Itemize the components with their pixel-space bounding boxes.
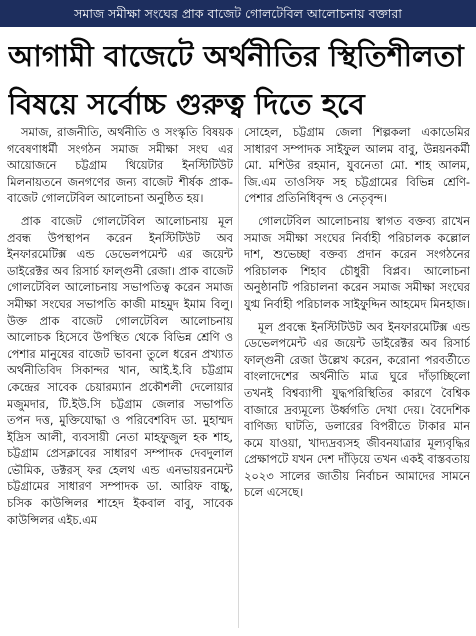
article-column-left	[7, 124, 233, 634]
paragraph: প্রাক বাজেট গোলটেবিল আলোচনায় মূল প্রবন্ধ উপস্থাপন করেন ইনস্টিটিউট অব ইনফারমেটিক্স এন্ড ডেভেলপমেন্ট এর জয়েন্ট ডাইরেক্টর অব রিসার্চ ফাল্গুনী রেজা। প্রাক বাজেট গোলটেবিল আলোচনায় সভাপতিত্ব করেন সমাজ সমীক্ষা সংঘের সভাপতি কাজী মাহমুদ ইমাম বিলু। উক্ত প্রাক বাজেট গোলটেবিল আলোচনায় আলোচক হিসেবে উপস্থিত থেকে বিভিন্ন শ্রেণি ও পেশার মানুষের বাজেট ভাবনা তুলে ধরেন প্রখ্যাত অর্থনীতিবিদ সিকান্দর খান, আই.ই.বি চট্টগ্রাম কেন্দ্রের সাবেক চেয়ারম্যান প্রকৌশলী দেলোয়ার মজুমদার, টি.ইউ.সি চট্টগ্রাম জেলার সভাপতি তপন দত্ত, মুক্তিযোদ্ধা ও পরিবেশবিদ ডা. মুহাম্মদ ইদ্রিস আলী, ব্যবসায়ী নেতা মাহফুজুল হক শাহ, চট্টগ্রাম প্রেসক্লাবের সাধারণ সম্পাদক দেবদুলাল ভৌমিক, ডক্টরস্ ফর হেলথ এন্ড এনভায়রনমেন্ট চট্টগ্রামের সাধারণ সম্পাদক ডা. আরিফ বাচ্চু, চসিক কাউন্সিলর শাহেদ ইকবাল বাবু, সাবেক কাউন্সিলর এইচ.এম	[7, 213, 233, 527]
paragraph: মূল প্রবন্ধে ইনস্টিটিউট অব ইনফারমেটিক্স এন্ড ডেভেলপমেন্ট এর জয়েন্ট ডাইরেক্টর অব রিসার্চ ফাল্গুনী রেজা উল্লেখ করেন, করোনা পরবর্তীতে বাংলাদেশের অর্থনীতি মাত্র ঘুরে দাঁড়াচ্ছিলো তখনই বিশ্বব্যাপী যুদ্ধপরিস্থিতির কারণে বৈশ্বিক বাজারে দ্রব্যমূল্যে উর্ধ্বগতি দেখা দেয়। বৈদেশিক বাণিজ্য ঘাটতি, ডলারের বিপরীতে টাকার মান কমে যাওয়া, খাদ্যদ্রব্যসহ জীবনযাত্রার মূল্যবৃদ্ধির প্রেক্ষাপটে যখন দেশ দাঁড়িয়ে তখন একই বাস্তবতায় ২০২৩ সালের জাতীয় নির্বাচন আমাদের সামনে চলে এসেছে।	[244, 319, 470, 500]
article-column-right	[244, 124, 470, 634]
kicker-banner: সমাজ সমীক্ষা সংঘের প্রাক বাজেট গোলটেবিল আলোচনায় বক্তারা	[0, 0, 476, 27]
headline-line-2: বিষয়ে সর্বোচ্চ গুরুত্ব দিতে হবে	[8, 87, 365, 121]
paragraph: সমাজ, রাজনীতি, অর্থনীতি ও সংস্কৃতি বিষয়ক গবেষণাধর্মী সংগঠন সমাজ সমীক্ষা সংঘ এর আয়োজনে চট্টগ্রাম থিয়েটার ইনস্টিটিউট মিলনায়তনে জনগণের জন্য বাজেট শীর্ষক প্রাক-বাজেট গোলটেবিল আলোচনা অনুষ্ঠিত হয়।	[7, 125, 233, 206]
column-divider	[238, 128, 239, 628]
paragraph: গোলটেবিল আলোচনায় স্বাগত বক্তব্য রাখেন সমাজ সমীক্ষা সংঘের নির্বাহী পরিচালক কল্লোল দাশ, শুভেচ্ছা বক্তব্য প্রদান করেন সংগঠনের পরিচালক শিহাব চৌধুরী বিপ্লব। আলোচনা অনুষ্ঠানটি পরিচালনা করেন সমাজ সমীক্ষা সংঘের যুগ্ম নির্বাহী পরিচালক সাইফুদ্দিন আহমেদ মিনহাজ।	[244, 213, 470, 311]
headline-line-1: আগামী বাজেটে অর্থনীতির স্থিতিশীলতা	[8, 39, 464, 73]
paragraph: সোহেল, চট্টগ্রাম জেলা শিল্পকলা একাডেমির সাধারণ সম্পাদক সাইফুল আলম বাবু, উন্নয়নকর্মী মো. মশিউর রহমান, যুবনেতা মো. শাহ আলম, জি.এম তাওসিফ সহ চট্টগ্রামের বিভিন্ন শ্রেণি-পেশার প্রতিনিধিবৃন্দ ও নেতৃবৃন্দ।	[244, 125, 470, 206]
